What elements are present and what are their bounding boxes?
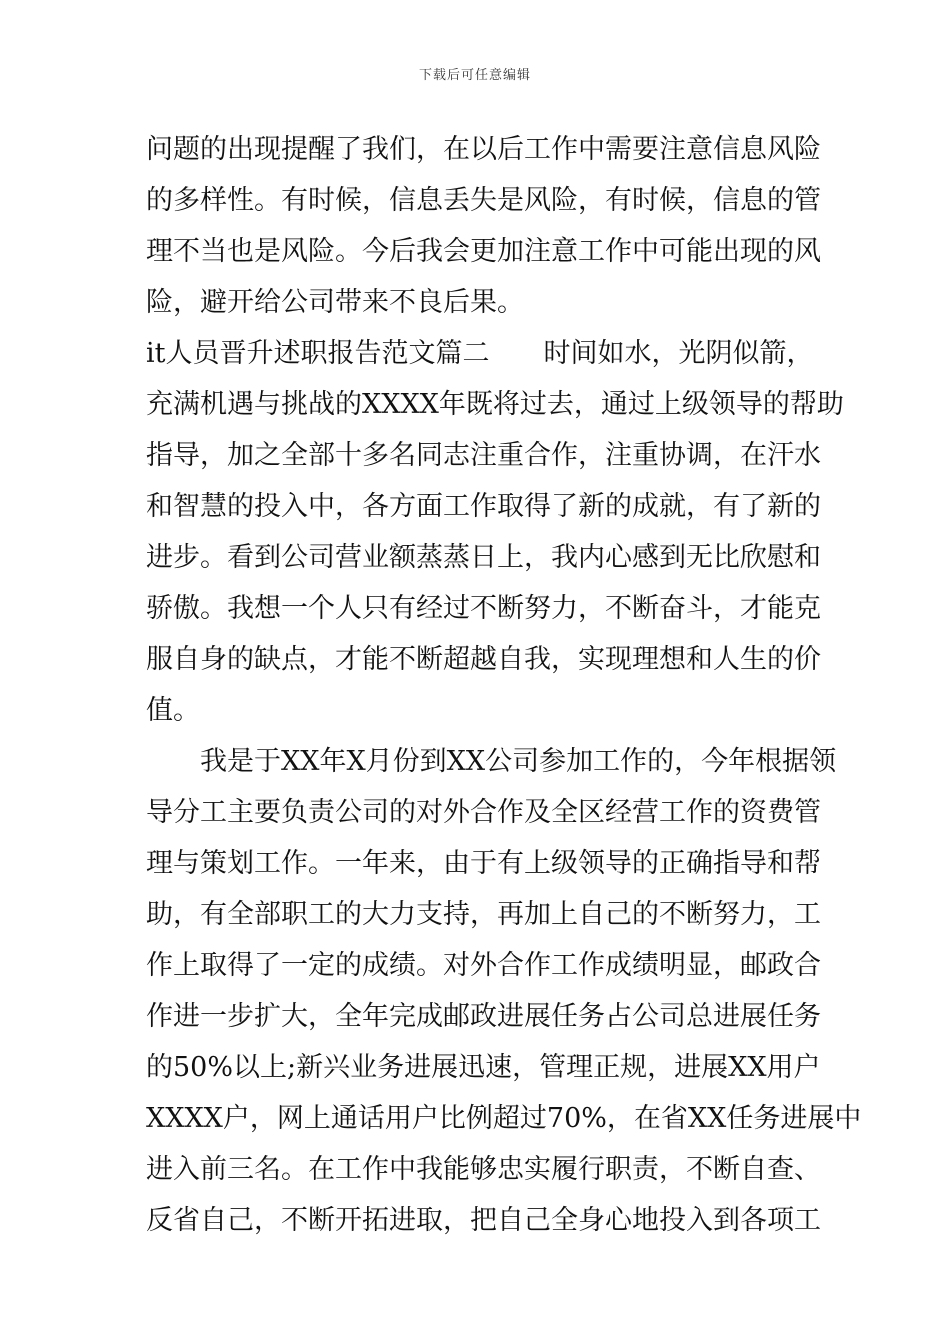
paragraph-line: 的多样性。有时候，信息丢失是风险，有时候，信息的管 xyxy=(146,185,821,216)
paragraph-line-start: 时间如水，光阴似箭， xyxy=(543,338,814,369)
paragraph-line: 险，避开给公司带来不良后果。 xyxy=(146,287,524,318)
paragraph-line: 充满机遇与挑战的XXXX年既将过去，通过上级领导的帮助 xyxy=(146,389,844,420)
paragraph-line: 反省自己，不断开拓进取，把自己全身心地投入到各项工 xyxy=(146,1205,821,1236)
paragraph-line: 的50%以上;新兴业务进展迅速，管理正规，进展XX用户 xyxy=(146,1052,821,1083)
paragraph-line: XXXX户，网上通话用户比例超过70%，在省XX任务进展中 xyxy=(146,1103,862,1134)
section-heading-line xyxy=(146,328,814,379)
page-header: 下载后可任意编辑 xyxy=(418,68,531,83)
paragraph-line: 和智慧的投入中，各方面工作取得了新的成就，有了新的 xyxy=(146,491,821,522)
paragraph-line: 理不当也是风险。今后我会更加注意工作中可能出现的风 xyxy=(146,236,821,267)
paragraph-line: 助，有全部职工的大力支持，再加上自己的不断努力，工 xyxy=(146,899,821,930)
paragraph-line: 进入前三名。在工作中我能够忠实履行职责，不断自查、 xyxy=(146,1154,821,1185)
paragraph-line: 指导，加之全部十多名同志注重合作，注重协调，在汗水 xyxy=(146,440,821,471)
paragraph-line: 进步。看到公司营业额蒸蒸日上，我内心感到无比欣慰和 xyxy=(146,542,821,573)
paragraph-line: 值。 xyxy=(146,695,200,726)
paragraph-line: 理与策划工作。一年来，由于有上级领导的正确指导和帮 xyxy=(146,848,821,879)
paragraph-line: 作进一步扩大，全年完成邮政进展任务占公司总进展任务 xyxy=(146,1001,821,1032)
paragraph-line: 作上取得了一定的成绩。对外合作工作成绩明显，邮政合 xyxy=(146,950,821,981)
paragraph-line: 导分工主要负责公司的对外合作及全区经营工作的资费管 xyxy=(146,797,821,828)
paragraph-line: 服自身的缺点，才能不断超越自我，实现理想和人生的价 xyxy=(146,644,821,675)
paragraph-line: 骄傲。我想一个人只有经过不断努力，不断奋斗，才能克 xyxy=(146,593,821,624)
paragraph-line: 我是于XX年X月份到XX公司参加工作的，今年根据领 xyxy=(200,746,837,777)
section-heading: it人员晋升述职报告范文篇二 xyxy=(146,338,490,369)
document-body xyxy=(146,124,862,1246)
paragraph-line: 问题的出现提醒了我们，在以后工作中需要注意信息风险 xyxy=(146,134,821,165)
